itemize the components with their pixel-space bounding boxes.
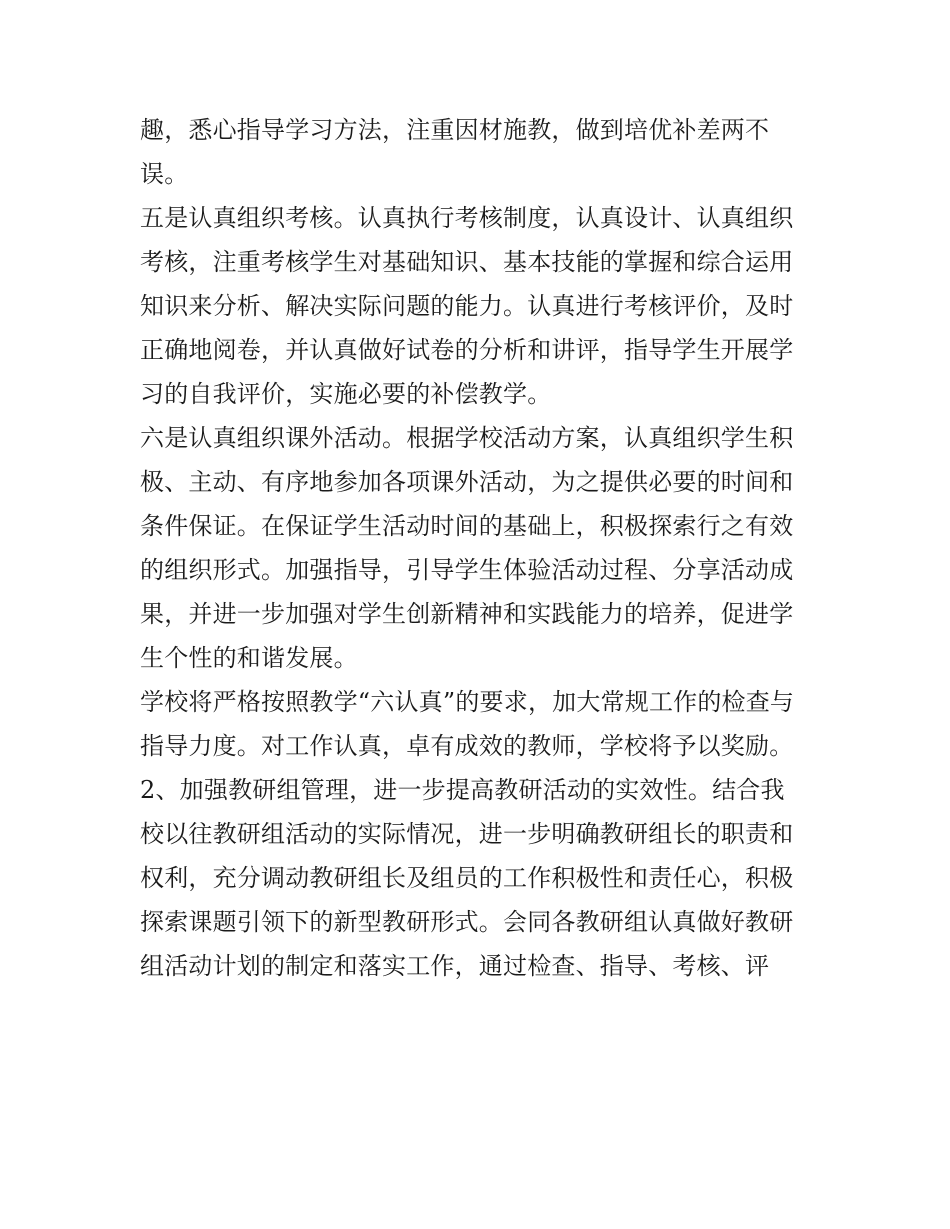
text-line: 权利，充分调动教研组长及组员的工作积极性和责任心，积极 — [140, 864, 794, 892]
text-line: 误。 — [140, 160, 189, 188]
body-text — [140, 108, 820, 988]
text-line: 正确地阅卷，并认真做好试卷的分析和讲评，指导学生开展学 — [140, 336, 794, 364]
text-line: 校以往教研组活动的实际情况，进一步明确教研组长的职责和 — [140, 820, 794, 848]
text-line: 习的自我评价，实施必要的补偿教学。 — [140, 380, 552, 408]
text-line: 五是认真组织考核。认真执行考核制度，认真设计、认真组织 — [140, 204, 794, 232]
text-line: 极、主动、有序地参加各项课外活动，为之提供必要的时间和 — [140, 468, 794, 496]
text-line: 六是认真组织课外活动。根据学校活动方案，认真组织学生积 — [140, 424, 794, 452]
text-line: 考核，注重考核学生对基础知识、基本技能的掌握和综合运用 — [140, 248, 794, 276]
text-line: 知识来分析、解决实际问题的能力。认真进行考核评价，及时 — [140, 292, 794, 320]
text-line: 生个性的和谐发展。 — [140, 644, 358, 672]
text-line: 趣，悉心指导学习方法，注重因材施教，做到培优补差两不 — [140, 116, 770, 144]
text-line: 果，并进一步加强对学生创新精神和实践能力的培养，促进学 — [140, 600, 794, 628]
text-line: 学校将严格按照教学“六认真”的要求，加大常规工作的检查与 — [140, 688, 795, 716]
text-line: 组活动计划的制定和落实工作，通过检查、指导、考核、评 — [140, 952, 770, 980]
text-line: 条件保证。在保证学生活动时间的基础上，积极探索行之有效 — [140, 512, 794, 540]
text-line: 2、加强教研组管理，进一步提高教研活动的实效性。结合我 — [140, 776, 785, 804]
text-line: 的组织形式。加强指导，引导学生体验活动过程、分享活动成 — [140, 556, 794, 584]
text-line: 探索课题引领下的新型教研形式。会同各教研组认真做好教研 — [140, 908, 794, 936]
text-line: 指导力度。对工作认真，卓有成效的教师，学校将予以奖励。 — [140, 732, 794, 760]
